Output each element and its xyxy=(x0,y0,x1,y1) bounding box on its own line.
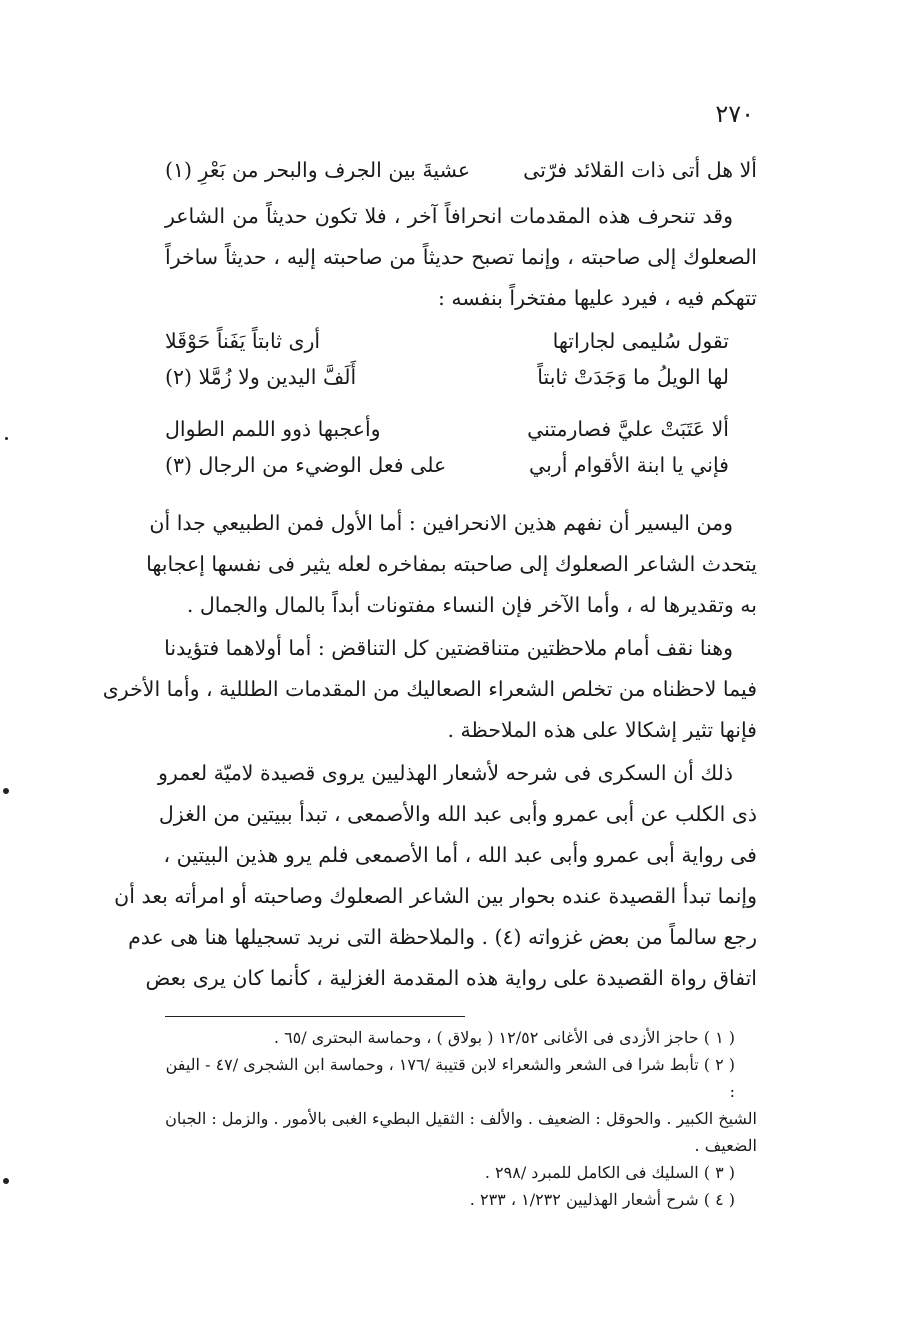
margin-mark xyxy=(3,788,9,794)
footnote-divider xyxy=(165,1016,465,1017)
opening-verse xyxy=(165,152,757,188)
verse-line xyxy=(165,359,757,395)
margin-mark xyxy=(5,437,8,440)
text-line: اتفاق رواة القصيدة على رواية هذه المقدمة الغزلية ، كأنما كان يرى بعض xyxy=(145,966,757,990)
text-line: تتهكم فيه ، فيرد عليها مفتخراً بنفسه : xyxy=(437,286,757,310)
verse-second-hemistich: أرى ثابتاً يَفَناً حَوْقَلا xyxy=(165,329,321,353)
text-line: وقد تنحرف هذه المقدمات انحرافاً آخر ، فلا تكون حديثاً من الشاعر xyxy=(165,204,733,228)
text-line: ومن اليسير أن نفهم هذين الانحرافين : أما الأول فمن الطبيعي جدا أن xyxy=(149,511,733,535)
verse-second-hemistich: أَلَفَّ اليدين ولا زُمَّلا (٢) xyxy=(165,365,357,389)
footnote-1: ( ١ ) حاجز الأزدى فى الأغانى ١٢/٥٢ ( بولاق ) ، وحماسة البحترى /٦٥ . xyxy=(273,1028,735,1047)
text-line: وإنما تبدأ القصيدة عنده بحوار بين الشاعر الصعلوك وصاحبته أو امرأته بعد أن xyxy=(114,884,757,908)
footnotes xyxy=(165,1024,757,1213)
verses-block xyxy=(165,323,757,483)
text-line: ذلك أن السكرى فى شرحه لأشعار الهذليين يروى قصيدة لاميّة لعمرو xyxy=(157,761,733,785)
verse-first-hemistich: ألا هل أتى ذات القلائد فرّتى xyxy=(523,158,757,182)
paragraph-explanation xyxy=(146,503,757,626)
verse-first-hemistich: ألا عَتَبَتْ عليَّ فصارمتني xyxy=(527,417,729,441)
verse-line xyxy=(165,323,757,359)
footnote-3: ( ٣ ) السليك فى الكامل للمبرد /٢٩٨ . xyxy=(484,1163,735,1182)
verse-line xyxy=(165,152,757,188)
text-line: فيما لاحظناه من تخلص الشعراء الصعاليك من المقدمات الطللية ، وأما الأخرى xyxy=(102,677,757,701)
paragraph-deviation xyxy=(165,196,757,319)
margin-mark xyxy=(3,1178,9,1184)
footnote-4: ( ٤ ) شرح أشعار الهذليين ١/٢٣٢ ، ٢٣٣ . xyxy=(469,1190,735,1209)
page-number: ٢٧٠ xyxy=(715,100,754,128)
verse-first-hemistich: تقول سُليمى لجاراتها xyxy=(552,329,729,353)
text-line: ذى الكلب عن أبى عمرو وأبى عبد الله والأصمعى ، تبدأ ببيتين من الغزل xyxy=(158,802,757,826)
text-line: رجع سالماً من بعض غزواته (٤) . والملاحظة التى نريد تسجيلها هنا هى عدم xyxy=(128,925,757,949)
paragraph-sukkari xyxy=(114,753,757,999)
paragraph-observations xyxy=(102,628,757,751)
footnote-2: ( ٢ ) تأبط شرا فى الشعر والشعراء لابن قتيبة /١٧٦ ، وحماسة ابن الشجرى /٤٧ - اليفن : xyxy=(165,1055,735,1101)
text-line: الصعلوك إلى صاحبته ، وإنما تصبح حديثاً من صاحبته إليه ، حديثاً ساخراً xyxy=(165,245,757,269)
verse-second-hemistich: وأعجبها ذوو اللمم الطوال xyxy=(165,417,381,441)
verse-first-hemistich: لها الويلُ ما وَجَدَتْ ثابتاً xyxy=(537,365,729,389)
text-line: فى رواية أبى عمرو وأبى عبد الله ، أما الأصمعى فلم يرو هذين البيتين ، xyxy=(163,843,757,867)
footnote-2-continuation: الضعيف . xyxy=(694,1136,757,1155)
text-line: به وتقديرها له ، وأما الآخر فإن النساء مفتونات أبداً بالمال والجمال . xyxy=(186,593,757,617)
text-line: فإنها تثير إشكالا على هذه الملاحظة . xyxy=(447,718,757,742)
verse-second-hemistich: عشيةَ بين الجرف والبحر من بَعْرِ (١) xyxy=(165,158,471,182)
verse-first-hemistich: فإني يا ابنة الأقوام أربي xyxy=(529,453,729,477)
text-line: يتحدث الشاعر الصعلوك إلى صاحبته بمفاخره لعله يثير فى نفسها إعجابها xyxy=(146,552,757,576)
verse-line xyxy=(165,411,757,447)
verse-line xyxy=(165,447,757,483)
verse-second-hemistich: على فعل الوضيء من الرجال (٣) xyxy=(165,453,447,477)
footnote-2-continuation: الشيخ الكبير . والحوقل : الضعيف . والألف : الثقيل البطيء الغبى بالأمور . والزمل : الجبان xyxy=(165,1109,757,1128)
text-line: وهنا نقف أمام ملاحظتين متناقضتين كل التناقض : أما أولاهما فتؤيدنا xyxy=(164,636,733,660)
